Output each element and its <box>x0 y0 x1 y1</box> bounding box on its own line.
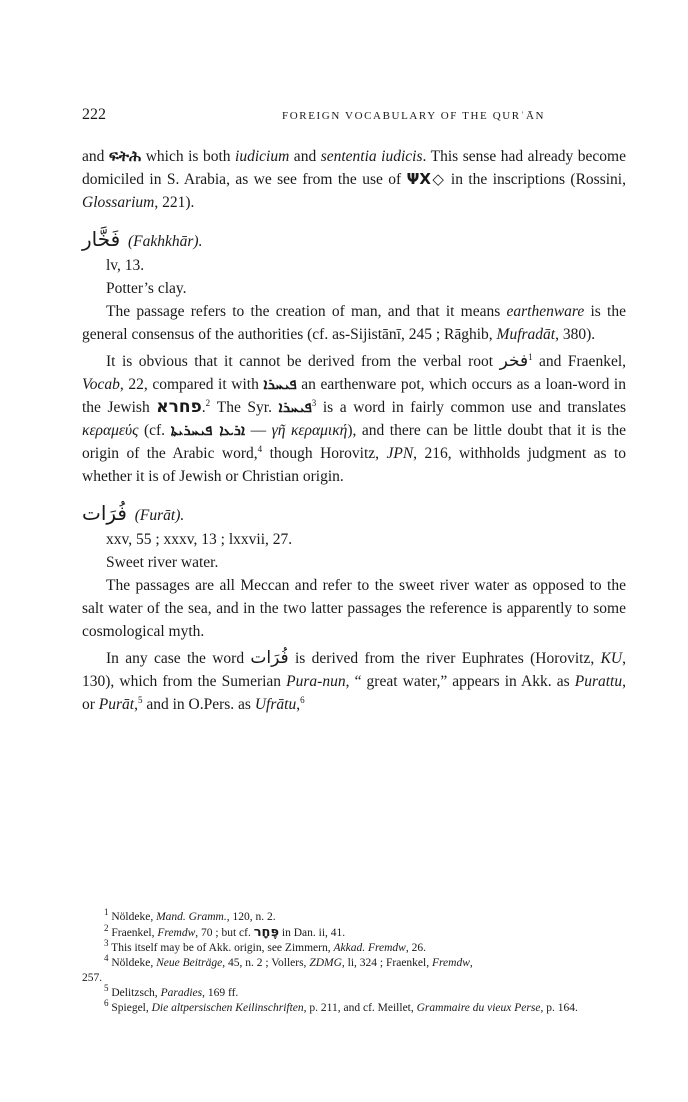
text-run: , p. 211, and cf. Meillet, <box>303 1002 417 1014</box>
text-run: an earthenware pot, which occurs as a loan-word in the Jewish <box>82 376 626 416</box>
entry-heading-furat <box>82 498 626 528</box>
paragraph <box>82 350 626 488</box>
text-run: is a word in fairly common use and translates <box>316 399 627 416</box>
text-run: , or <box>82 673 626 713</box>
footnote <box>82 938 626 956</box>
italic-term: KU <box>600 650 623 667</box>
footnote <box>82 953 626 971</box>
arabic-headword: فَخَّار <box>82 227 121 251</box>
text-run: , 45, n. 2 ; Vollers, <box>222 957 310 969</box>
footnote-number: 4 <box>104 953 109 964</box>
footnote-number: 5 <box>104 983 109 994</box>
syriac-phrase: ܐܪܥܐ ܦܝܚܪܝܬܐ <box>170 421 246 439</box>
syriac-word: ܦܝܚܪܐ <box>278 398 312 416</box>
syriac-word: ܦܝܚܪܐ <box>263 375 297 393</box>
arabic-root: فخر <box>499 351 529 371</box>
text-run: , 70 ; but cf. <box>195 927 254 939</box>
headword-transliteration: (Fakhkhār). <box>127 233 203 250</box>
italic-term: iudicium <box>235 148 290 165</box>
footnote-ref[interactable]: 5 <box>137 694 143 705</box>
text-run: Nöldeke, <box>108 911 157 923</box>
text-run: ), and there can be little doubt that it is the origin of the Arabic word, <box>82 422 627 462</box>
italic-term: Purāt <box>98 696 135 713</box>
text-run: , 216, withholds judgment as to whether it is of Jewish or Christian origin. <box>82 445 626 485</box>
text-run: and <box>82 148 109 165</box>
paragraph <box>82 647 626 716</box>
footnote-ref[interactable]: 4 <box>257 443 263 454</box>
footnote <box>82 907 626 925</box>
text-run: which is both <box>141 148 236 165</box>
paragraph: The passages are all Meccan and refer to the sweet river water as opposed to the salt water of the sea, and in the two latter passages the reference is apparently to some cosmological myth. <box>82 577 626 640</box>
text-run: — <box>245 422 272 439</box>
footnotes <box>82 907 626 1016</box>
hebrew-word: פֶּחָר <box>253 925 280 940</box>
text-run: , 22, compared it with <box>119 376 264 393</box>
text-run: and Fraenkel, <box>532 353 627 370</box>
footnote-ref[interactable]: 6 <box>300 694 305 705</box>
text-run: , 169 ff. <box>202 987 239 999</box>
greek-phrase: γῆ κεραμική <box>271 422 348 439</box>
italic-term: Grammaire du vieux Perse <box>416 1002 541 1014</box>
text-run: Fraenkel, <box>108 927 158 939</box>
italic-term: Pura-nun <box>286 673 346 690</box>
text-run: It is obvious that it cannot be derived from the verbal root <box>106 353 500 370</box>
main-text <box>82 145 626 716</box>
entry-heading-fakhkhar <box>82 224 626 254</box>
text-run: , “ great water,” appears in Akk. as <box>345 673 575 690</box>
text-run: Delitzsch, <box>108 987 161 999</box>
greek-word: κεραμεύς <box>82 422 139 439</box>
text-run: Nöldeke, <box>108 957 157 969</box>
footnote <box>82 983 626 1001</box>
text-run: , li, 324 ; Fraenkel, <box>341 957 432 969</box>
text-run: , 221). <box>154 194 195 211</box>
text-run: . <box>201 399 206 416</box>
intro-paragraph <box>82 145 626 214</box>
italic-term: Fremdw <box>157 927 196 939</box>
headword-transliteration: (Furāt). <box>134 507 185 524</box>
text-run: though Horovitz, <box>262 445 387 462</box>
footnote-number: 6 <box>104 998 109 1009</box>
text-run: Spiegel, <box>108 1002 152 1014</box>
italic-term: JPN <box>386 445 414 462</box>
italic-term: Purattu <box>574 673 623 690</box>
page-number: 222 <box>82 106 106 123</box>
italic-term: Akkad. Fremdw <box>333 942 406 954</box>
footnote <box>82 998 626 1016</box>
footnote-continuation: 257. <box>82 972 103 984</box>
italic-term: Vocab <box>82 376 120 393</box>
hebrew-word: פחרא <box>156 397 202 417</box>
footnote-number: 2 <box>104 923 109 934</box>
footnote-ref[interactable]: 2 <box>205 397 211 408</box>
ethiopic-word: ፍትሕ <box>108 147 142 165</box>
arabic-word: فُرَات <box>250 648 289 668</box>
italic-term: Ufrātu <box>254 696 297 713</box>
text-run: and <box>289 148 321 165</box>
footnote <box>82 925 626 941</box>
text-run: This itself may be of Akk. origin, see Zimmern, <box>108 942 334 954</box>
meaning: Potter’s clay. <box>106 280 187 297</box>
text-run: , 130), which from the Sumerian <box>82 650 626 690</box>
italic-term: Glossarium <box>82 194 155 211</box>
text-run: , 380). <box>555 326 596 343</box>
text-run: (cf. <box>138 422 171 439</box>
quran-references: xxv, 55 ; xxxv, 13 ; lxxvii, 27. <box>106 531 293 548</box>
meaning: Sweet river water. <box>106 554 219 571</box>
arabic-headword: فُرَات <box>82 501 127 525</box>
italic-term: ZDMG <box>309 957 342 969</box>
footnote-number: 3 <box>104 938 109 949</box>
text-run: , <box>469 957 473 969</box>
footnote-ref[interactable]: 1 <box>528 351 533 362</box>
italic-term: Neue Beiträge <box>156 957 223 969</box>
paragraph <box>82 300 626 346</box>
text-run: The passage refers to the creation of man, and that it means <box>106 303 507 320</box>
italic-term: Paradies <box>160 987 203 999</box>
text-run: The Syr. <box>210 399 279 416</box>
text-run: , <box>134 696 138 713</box>
text-run: is the general consensus of the authorities (cf. as-Sijistānī, 245 ; Rāghib, <box>82 303 626 343</box>
text-run: , 120, n. 2. <box>226 911 276 923</box>
sabaean-word: ΨX◇ <box>406 170 446 188</box>
quran-reference: lv, 13. <box>106 257 145 274</box>
text-run: in Dan. ii, 41. <box>279 927 346 939</box>
italic-term: Mand. Gramm. <box>156 911 227 923</box>
text-run: , p. 164. <box>540 1002 578 1014</box>
italic-term: earthenware <box>506 303 585 320</box>
italic-term: Fremdw <box>431 957 470 969</box>
running-header <box>82 103 626 123</box>
text-run: . This sense had already become domiciled in S. Arabia, as we see from the use of <box>82 148 626 188</box>
running-title: FOREIGN VOCABULARY OF THE QURʾĀN <box>282 110 546 122</box>
text-run: is derived from the river Euphrates (Horovitz, <box>288 650 601 667</box>
footnote-ref[interactable]: 3 <box>311 397 317 408</box>
text-run: , 26. <box>405 942 426 954</box>
text-run: , <box>296 696 301 713</box>
italic-term: sententia iudicis <box>320 148 423 165</box>
italic-term: Die altpersischen Keilinschriften <box>151 1002 304 1014</box>
footnote-number: 1 <box>104 907 109 918</box>
text-run: in the inscriptions (Rossini, <box>445 171 626 188</box>
text-run: In any case the word <box>106 650 251 667</box>
text-run: and in O.Pers. as <box>142 696 255 713</box>
italic-term: Mufradāt <box>496 326 556 343</box>
